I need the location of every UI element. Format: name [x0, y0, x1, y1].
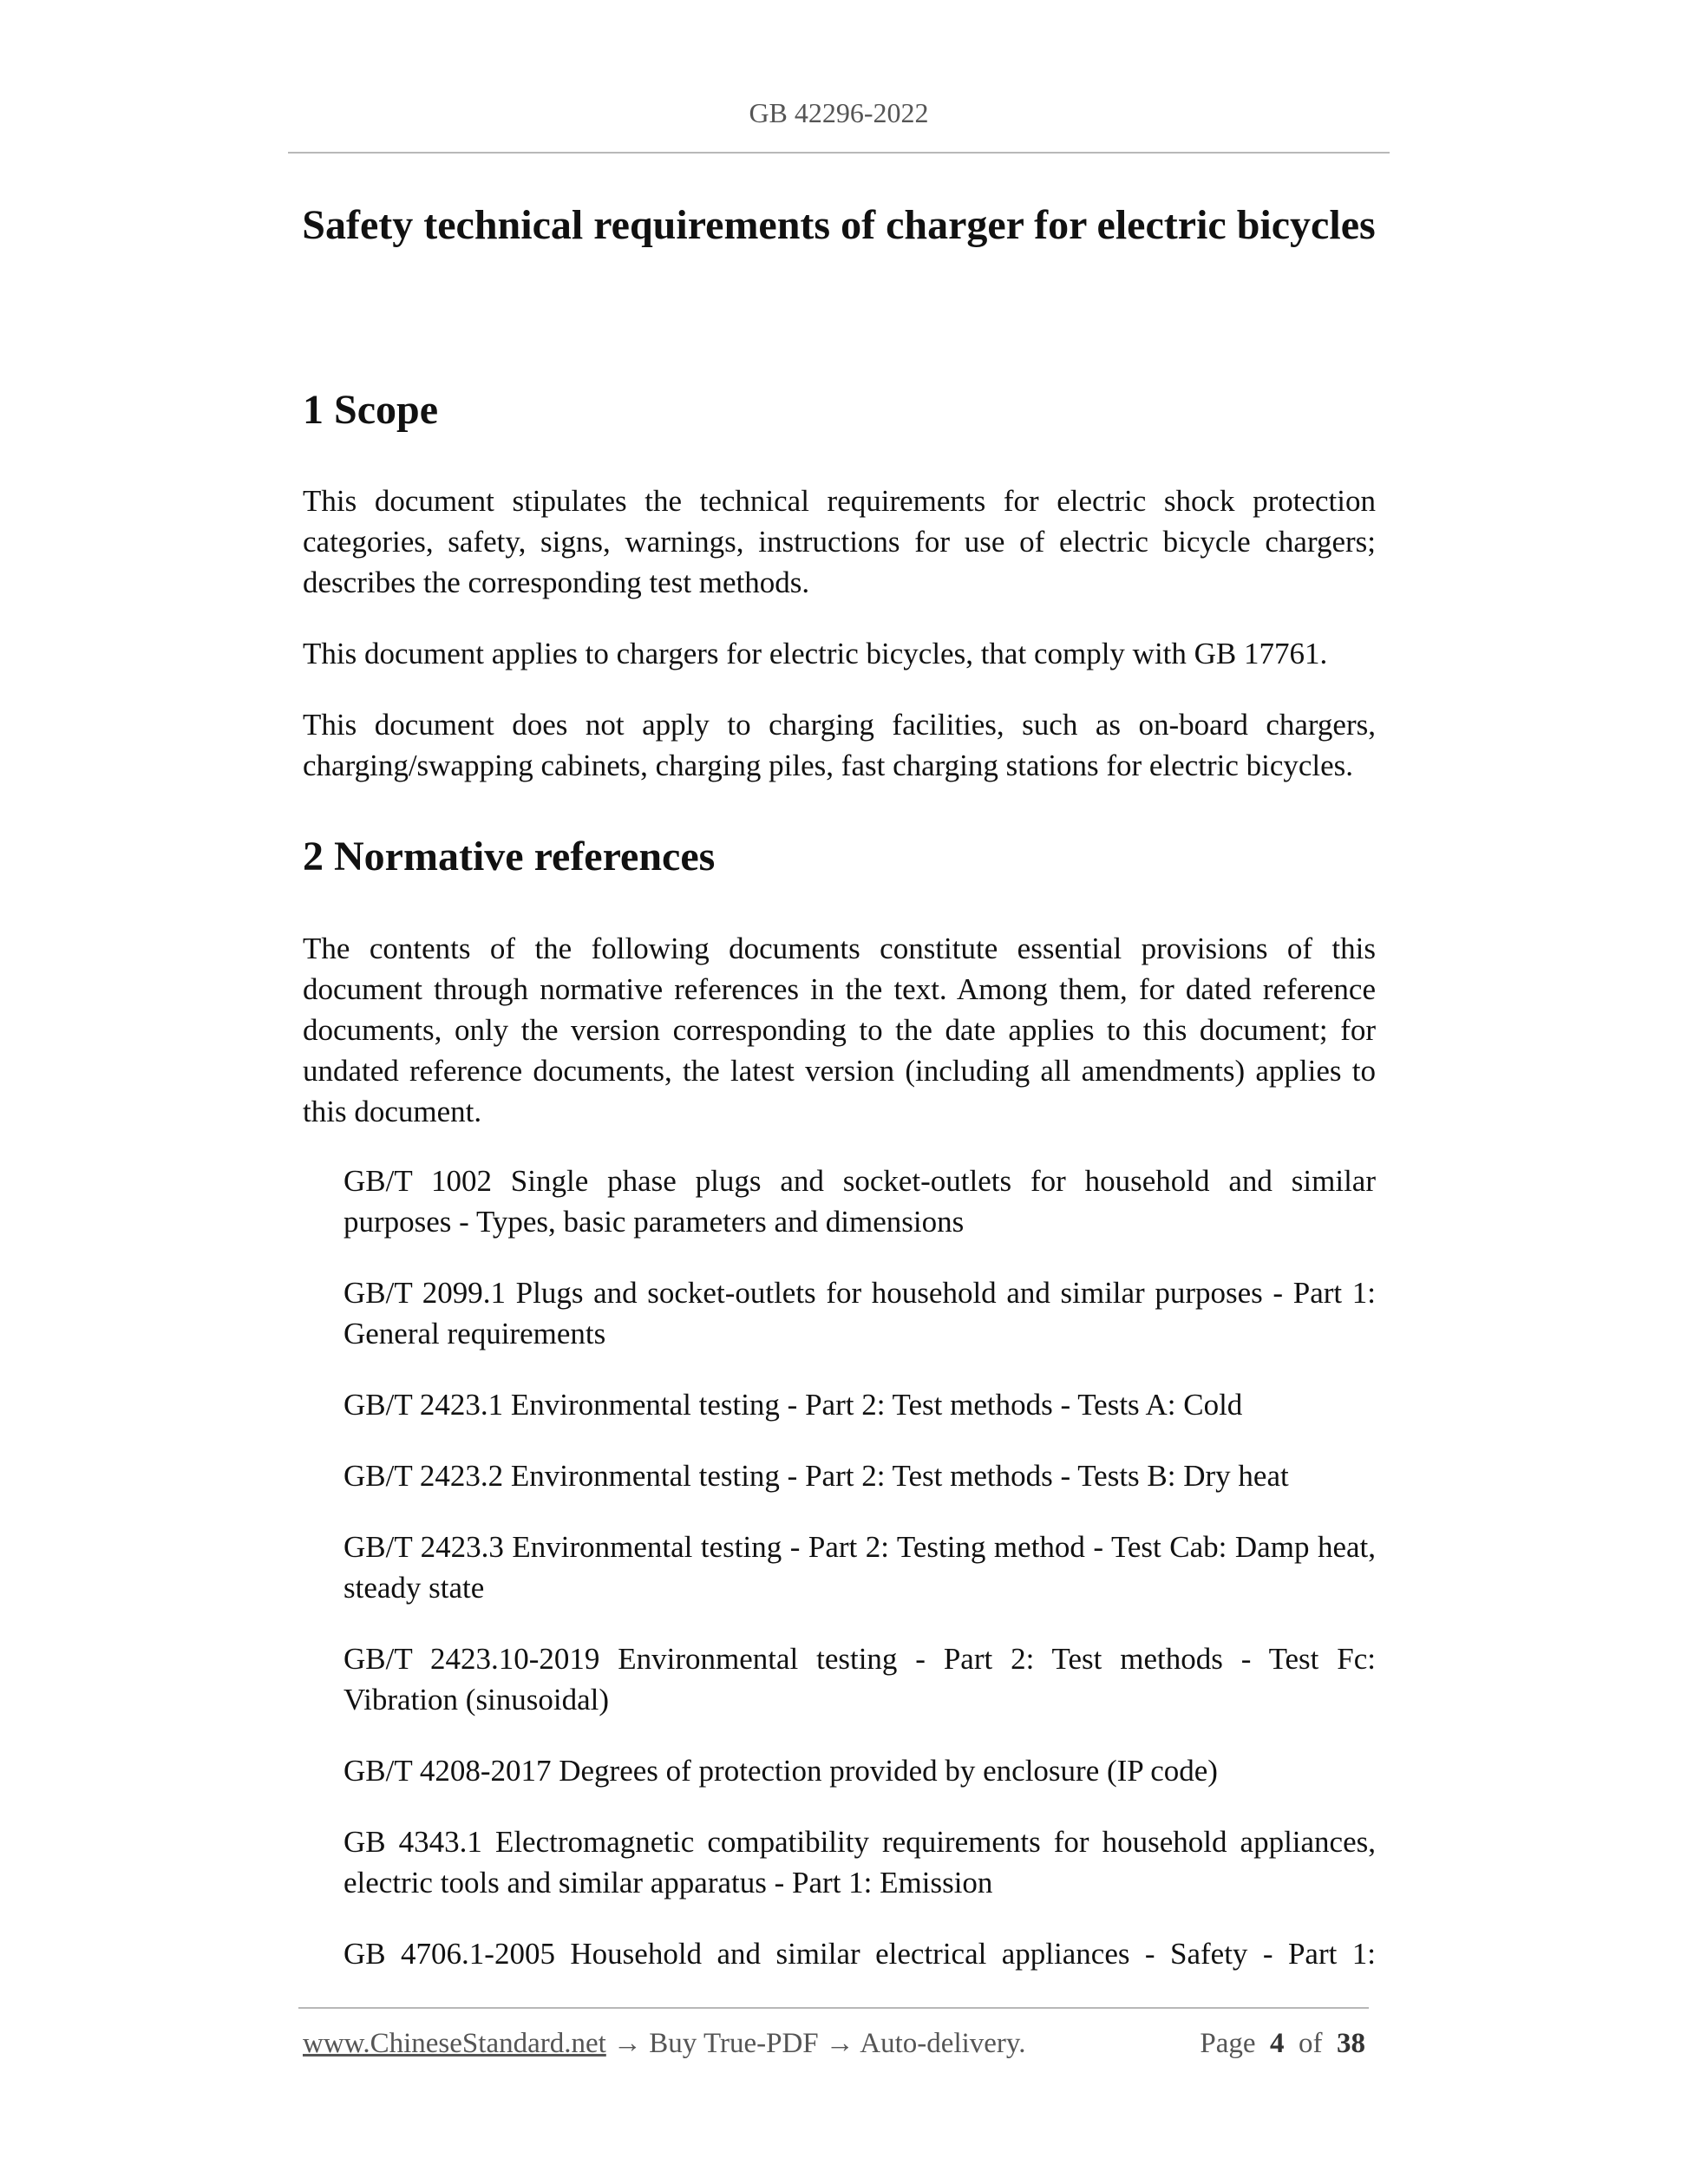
reference-item: GB/T 1002 Single phase plugs and socket-outlets for household and similar purposes - Types, basic parameters and dimensions [343, 1164, 1376, 1239]
page-label: Page [1200, 2028, 1256, 2059]
page-total: 38 [1337, 2028, 1365, 2059]
site-link[interactable]: www.ChineseStandard.net [303, 2028, 606, 2059]
page-indicator [1200, 2028, 1365, 2060]
reference-item: GB/T 2423.3 Environmental testing - Part 2: Testing method - Test Cab: Damp heat, steady state [343, 1530, 1376, 1605]
scope-paragraph: This document applies to chargers for electric bicycles, that comply with GB 17761. [303, 637, 1328, 670]
reference-item: GB/T 2423.2 Environmental testing - Part 2: Test methods - Tests B: Dry heat [343, 1459, 1289, 1493]
page-number: 4 [1270, 2028, 1285, 2059]
scope-paragraph: This document stipulates the technical requirements for electric shock protection categories, safety, signs, warnings, instructions for use of electric bicycle chargers; describes the corresponding test methods. [303, 484, 1376, 599]
footer-promo [303, 2028, 1026, 2060]
reference-item: GB/T 2423.1 Environmental testing - Part 2: Test methods - Tests A: Cold [343, 1388, 1243, 1422]
reference-item: GB 4706.1-2005 Household and similar electrical appliances - Safety - Part 1: [343, 1937, 1376, 1971]
header-divider [288, 152, 1390, 154]
reference-item: GB/T 4208-2017 Degrees of protection provided by enclosure (IP code) [343, 1754, 1218, 1788]
section-heading-scope: 1 Scope [303, 387, 438, 433]
promo-text: → Buy True-PDF → Auto-delivery. [605, 2028, 1026, 2059]
reference-item: GB/T 2099.1 Plugs and socket-outlets for household and similar purposes - Part 1: General requirements [343, 1276, 1376, 1350]
scope-paragraph: This document does not apply to charging facilities, such as on-board chargers, charging/swapping cabinets, charging piles, fast charging stations for electric bicycles. [303, 708, 1376, 782]
section-heading-normative: 2 Normative references [303, 834, 716, 879]
reference-item: GB 4343.1 Electromagnetic compatibility requirements for household appliances, electric tools and similar apparatus - Part 1: Emission [343, 1825, 1376, 1900]
document-title: Safety technical requirements of charger for electric bicycles [302, 202, 1376, 248]
reference-item: GB/T 2423.10-2019 Environmental testing - Part 2: Test methods - Test Fc: Vibration (sinusoidal) [343, 1642, 1376, 1716]
normative-intro: The contents of the following documents constitute essential provisions of this document through normative references in the text. Among them, for dated reference documents, only the version corresponding to the date applies to this document; for undated reference documents, the latest version (including all amendments) applies to this document. [303, 932, 1376, 1128]
of-label: of [1299, 2028, 1323, 2059]
header-standard-id: GB 42296-2022 [749, 97, 929, 128]
footer-divider [298, 2007, 1369, 2009]
